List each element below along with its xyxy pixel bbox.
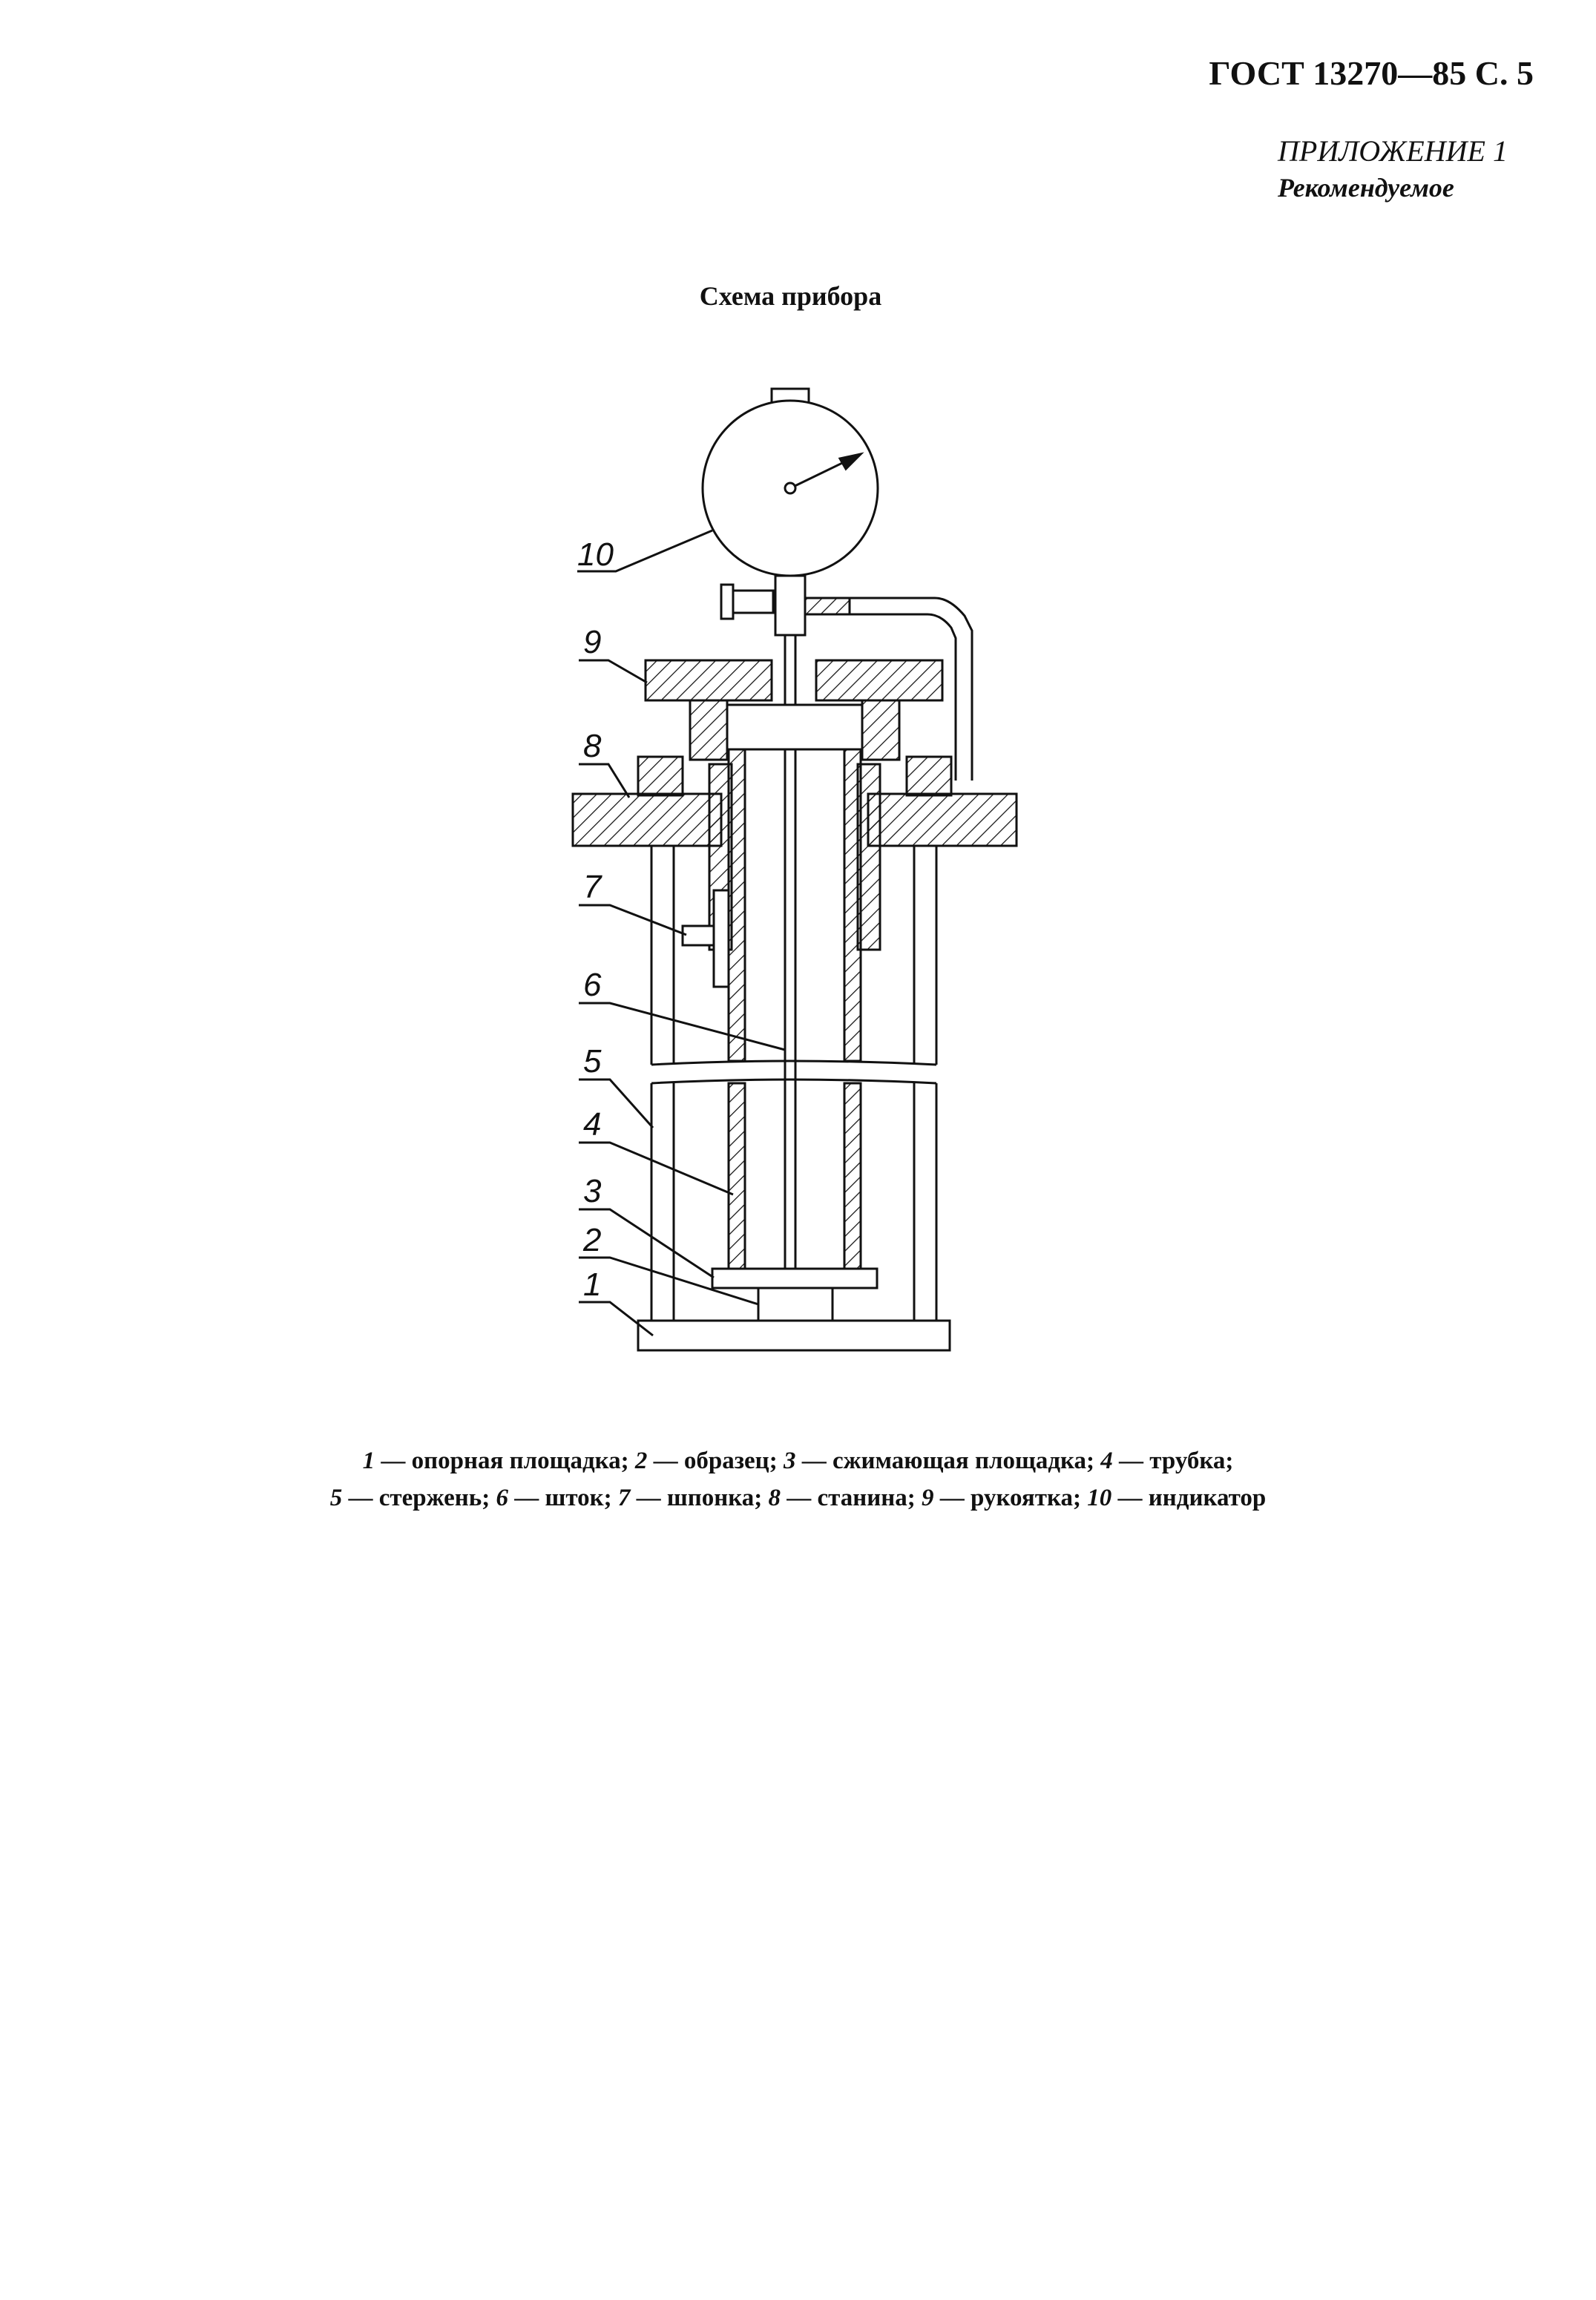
legend-num: 3 <box>783 1448 796 1474</box>
indicator-pivot <box>785 483 795 493</box>
break-line-bottom <box>651 1080 936 1083</box>
leader-6 <box>579 1003 785 1050</box>
legend-text: — стержень; <box>342 1485 490 1511</box>
specimen <box>758 1288 833 1321</box>
callout-3: 3 <box>583 1173 602 1209</box>
tube-left-upper <box>729 749 745 1061</box>
handle-cap <box>727 705 862 749</box>
legend-text: — индикатор <box>1111 1485 1267 1511</box>
indicator-bracket <box>805 598 850 614</box>
legend-line-2 <box>0 1479 1596 1517</box>
frame-plate-left <box>573 794 721 846</box>
legend-num: 1 <box>362 1448 375 1474</box>
callouts <box>577 536 614 1303</box>
frame-plate-right <box>868 794 1017 846</box>
leader-7 <box>579 905 686 935</box>
legend-line-1 <box>0 1442 1596 1479</box>
frame-collar-left <box>638 757 683 795</box>
callout-4: 4 <box>583 1106 602 1143</box>
legend-num: 4 <box>1100 1448 1113 1474</box>
legend-num: 5 <box>329 1485 343 1511</box>
callout-1: 1 <box>583 1266 602 1303</box>
legend-text: — станина; <box>780 1485 916 1511</box>
figure-title <box>0 280 1596 312</box>
tube-right-upper <box>844 749 861 1061</box>
leader-8 <box>579 764 629 798</box>
handle-plate-left <box>646 660 772 700</box>
callout-6: 6 <box>583 967 602 1003</box>
break-line-top <box>651 1061 936 1065</box>
tube-right-lower <box>844 1083 861 1269</box>
callout-10: 10 <box>577 536 614 573</box>
handle-plate-right <box>816 660 942 700</box>
indicator-stem <box>775 576 805 635</box>
appendix-label: ПРИЛОЖЕНИЕ 1 <box>1278 134 1508 168</box>
legend-num: 2 <box>634 1448 648 1474</box>
callout-8: 8 <box>583 728 602 764</box>
callout-5: 5 <box>583 1043 602 1080</box>
figure-title-text: Схема прибора <box>699 281 882 311</box>
key <box>683 926 714 945</box>
clamp-screw-head <box>721 585 733 619</box>
legend-text: — шток; <box>508 1485 612 1511</box>
legend-text: — сжимающая площадка; <box>795 1448 1095 1474</box>
legend-num: 9 <box>922 1485 934 1511</box>
callout-7: 7 <box>583 869 602 905</box>
frame-collar-right <box>907 757 951 795</box>
legend-text: — образец; <box>647 1448 778 1474</box>
legend-text: — шпонка; <box>630 1485 763 1511</box>
appendix-status: Рекомендуемое <box>1278 173 1454 203</box>
callout-9: 9 <box>583 624 602 660</box>
compression-plate <box>712 1269 877 1288</box>
tube-left-lower <box>729 1083 745 1269</box>
legend-num: 8 <box>768 1485 781 1511</box>
handle-neck-left <box>690 700 727 760</box>
handle-neck-right <box>862 700 899 760</box>
legend-num: 10 <box>1087 1485 1112 1511</box>
legend-text: — опорная площадка; <box>375 1448 629 1474</box>
standard-id: ГОСТ 13270—85 С. 5 <box>1209 54 1534 92</box>
leader-4 <box>579 1143 733 1195</box>
legend-text: — рукоятка; <box>933 1485 1081 1511</box>
key-slot <box>714 890 729 987</box>
callout-2: 2 <box>583 1222 602 1258</box>
legend-text: — трубка; <box>1112 1448 1234 1474</box>
legend-num: 7 <box>617 1485 631 1511</box>
support-plate <box>638 1321 950 1350</box>
device-diagram <box>564 371 1054 1365</box>
leader-9 <box>579 660 647 683</box>
legend-num: 6 <box>496 1485 508 1511</box>
